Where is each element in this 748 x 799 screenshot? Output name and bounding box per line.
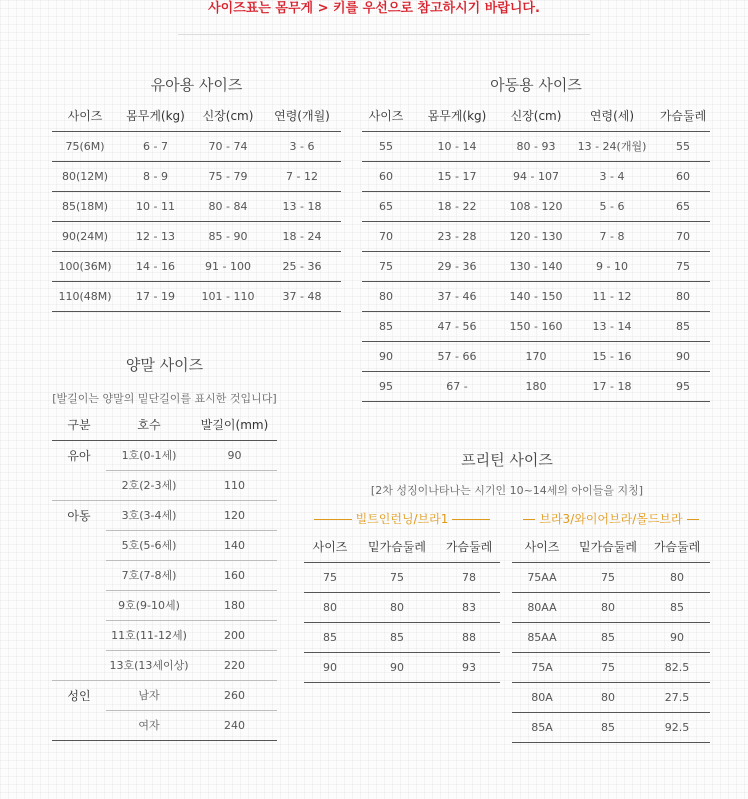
preteen-right-cell: 92.5 — [644, 712, 710, 742]
socks-cell: 180 — [192, 590, 277, 620]
infant-header-cell: 신장(cm) — [193, 101, 263, 131]
socks-cell: 260 — [192, 680, 277, 710]
right-dash — [687, 519, 699, 520]
kids-row — [362, 131, 710, 161]
kids-cell: 70 — [656, 221, 710, 251]
kids-cell: 5 - 6 — [568, 191, 656, 221]
socks-row — [52, 440, 277, 470]
kids-cell: 18 - 22 — [410, 191, 504, 221]
kids-row — [362, 311, 710, 341]
preteen-left-table — [304, 532, 500, 683]
socks-cell: 13호(13세이상) — [106, 650, 192, 680]
preteen-left-subtitle: 빌트인런닝/브라1 — [304, 510, 500, 527]
preteen-left-cell: 85 — [356, 622, 438, 652]
socks-cell: 2호(2-3세) — [106, 470, 192, 500]
kids-header-cell: 가슴둘레 — [656, 101, 710, 131]
socks-cell — [52, 530, 106, 560]
preteen-right-header-cell: 사이즈 — [512, 532, 572, 562]
socks-row — [52, 650, 277, 680]
preteen-right-header-cell: 밑가슴둘레 — [572, 532, 644, 562]
preteen-left-row — [304, 652, 500, 682]
socks-cell: 남자 — [106, 680, 192, 710]
preteen-right-cell: 85AA — [512, 622, 572, 652]
preteen-right-cell: 80 — [572, 682, 644, 712]
preteen-left-cell: 93 — [438, 652, 500, 682]
kids-cell: 60 — [656, 161, 710, 191]
preteen-right-cell: 75 — [572, 652, 644, 682]
kids-cell: 180 — [504, 371, 568, 401]
infant-cell: 80 - 84 — [193, 191, 263, 221]
infant-cell: 90(24M) — [52, 221, 118, 251]
socks-cell: 성인 — [67, 688, 91, 703]
kids-cell: 10 - 14 — [410, 131, 504, 161]
kids-row — [362, 221, 710, 251]
socks-cell — [52, 620, 106, 650]
preteen-left-cell: 90 — [304, 652, 356, 682]
socks-cell: 220 — [192, 650, 277, 680]
preteen-left-cell: 75 — [304, 562, 356, 592]
preteen-left-cell: 75 — [356, 562, 438, 592]
preteen-right-row — [512, 682, 710, 712]
infant-cell: 75 - 79 — [193, 161, 263, 191]
kids-cell: 170 — [504, 341, 568, 371]
kids-cell: 85 — [362, 311, 410, 341]
infant-cell: 17 - 19 — [118, 281, 193, 311]
preteen-left-row — [304, 622, 500, 652]
socks-cell: 유아 — [67, 448, 91, 463]
infant-cell: 18 - 24 — [263, 221, 341, 251]
infant-row — [52, 161, 341, 191]
kids-cell: 90 — [362, 341, 410, 371]
kids-cell: 120 - 130 — [504, 221, 568, 251]
infant-cell: 6 - 7 — [118, 131, 193, 161]
socks-cell: 240 — [192, 710, 277, 740]
socks-cell: 여자 — [106, 710, 192, 740]
kids-row — [362, 281, 710, 311]
kids-cell: 7 - 8 — [568, 221, 656, 251]
socks-cell — [52, 470, 106, 500]
socks-header-row — [52, 410, 277, 440]
preteen-left-cell: 90 — [356, 652, 438, 682]
preteen-left-row — [304, 562, 500, 592]
kids-cell: 140 - 150 — [504, 281, 568, 311]
kids-cell: 37 - 46 — [410, 281, 504, 311]
kids-cell: 15 - 16 — [568, 341, 656, 371]
kids-row — [362, 371, 710, 401]
socks-cell: 3호(3-4세) — [106, 500, 192, 530]
infant-cell: 12 - 13 — [118, 221, 193, 251]
kids-cell: 60 — [362, 161, 410, 191]
infant-header-cell: 몸무게(kg) — [118, 101, 193, 131]
socks-row — [52, 620, 277, 650]
preteen-right-cell: 80 — [572, 592, 644, 622]
socks-row — [52, 530, 277, 560]
kids-cell: 108 - 120 — [504, 191, 568, 221]
kids-cell: 47 - 56 — [410, 311, 504, 341]
infant-cell: 75(6M) — [52, 131, 118, 161]
kids-cell: 95 — [362, 371, 410, 401]
socks-row — [52, 710, 277, 740]
kids-cell: 9 - 10 — [568, 251, 656, 281]
infant-cell: 3 - 6 — [263, 131, 341, 161]
socks-cell: 9호(9-10세) — [106, 590, 192, 620]
preteen-right-cell: 75AA — [512, 562, 572, 592]
preteen-left-header-cell: 사이즈 — [304, 532, 356, 562]
socks-cell: 110 — [192, 470, 277, 500]
left-dash — [314, 519, 352, 520]
preteen-right-cell: 82.5 — [644, 652, 710, 682]
preteen-right-row — [512, 562, 710, 592]
preteen-left-cell: 83 — [438, 592, 500, 622]
kids-size-table — [362, 101, 710, 402]
socks-header-cell: 발길이(mm) — [192, 410, 277, 440]
kids-cell: 55 — [656, 131, 710, 161]
infant-cell: 10 - 11 — [118, 191, 193, 221]
kids-cell: 17 - 18 — [568, 371, 656, 401]
kids-header-cell: 신장(cm) — [504, 101, 568, 131]
infant-header-cell: 사이즈 — [52, 101, 118, 131]
kids-cell: 150 - 160 — [504, 311, 568, 341]
preteen-right-cell: 85 — [572, 712, 644, 742]
socks-cell: 200 — [192, 620, 277, 650]
socks-header-cell: 구분 — [52, 410, 106, 440]
preteen-right-cell: 85 — [644, 592, 710, 622]
preteen-right-row — [512, 622, 710, 652]
socks-size-table — [52, 410, 277, 741]
infant-cell: 85(18M) — [52, 191, 118, 221]
infant-cell: 7 - 12 — [263, 161, 341, 191]
preteen-right-cell: 80 — [644, 562, 710, 592]
socks-cell: 140 — [192, 530, 277, 560]
socks-cell: 120 — [192, 500, 277, 530]
socks-cell: 5호(5-6세) — [106, 530, 192, 560]
preteen-left-header-row — [304, 532, 500, 562]
preteen-left-cell: 78 — [438, 562, 500, 592]
kids-cell: 15 - 17 — [410, 161, 504, 191]
kids-row — [362, 251, 710, 281]
infant-cell: 101 - 110 — [193, 281, 263, 311]
kids-cell: 3 - 4 — [568, 161, 656, 191]
kids-cell: 130 - 140 — [504, 251, 568, 281]
infant-cell: 80(12M) — [52, 161, 118, 191]
socks-cell: 90 — [192, 440, 277, 470]
preteen-right-subtitle: 브라3/와이어브라/몰드브라 — [512, 510, 710, 527]
preteen-size-title: 프리틴 사이즈 — [461, 451, 553, 469]
preteen-left-row — [304, 592, 500, 622]
socks-row — [52, 560, 277, 590]
kids-cell: 65 — [656, 191, 710, 221]
socks-cell: 아동 — [67, 508, 91, 523]
kids-header-cell: 사이즈 — [362, 101, 410, 131]
kids-cell: 95 — [656, 371, 710, 401]
infant-row — [52, 281, 341, 311]
preteen-left-cell: 80 — [356, 592, 438, 622]
preteen-right-row — [512, 652, 710, 682]
kids-cell: 90 — [656, 341, 710, 371]
kids-cell: 85 — [656, 311, 710, 341]
kids-cell: 55 — [362, 131, 410, 161]
socks-cell — [52, 710, 106, 740]
preteen-size-subtitle: [2차 성징이나타나는 시기인 10~14세의 아이들을 지칭] — [370, 484, 644, 497]
socks-cell: 160 — [192, 560, 277, 590]
preteen-right-cell: 90 — [644, 622, 710, 652]
socks-size-title: 양말 사이즈 — [125, 356, 204, 374]
socks-row — [52, 590, 277, 620]
size-chart-notice: 사이즈표는 몸무게 > 키를 우선으로 참고하시기 바랍니다. — [208, 1, 540, 16]
preteen-right-header-row — [512, 532, 710, 562]
preteen-right-cell: 27.5 — [644, 682, 710, 712]
preteen-right-row — [512, 592, 710, 622]
kids-cell: 80 - 93 — [504, 131, 568, 161]
infant-cell: 70 - 74 — [193, 131, 263, 161]
preteen-left-cell: 85 — [304, 622, 356, 652]
socks-cell: 11호(11-12세) — [106, 620, 192, 650]
kids-cell: 11 - 12 — [568, 281, 656, 311]
infant-row — [52, 191, 341, 221]
infant-cell: 25 - 36 — [263, 251, 341, 281]
infant-header-cell: 연령(개월) — [263, 101, 341, 131]
socks-header-cell: 호수 — [106, 410, 192, 440]
preteen-left-cell: 88 — [438, 622, 500, 652]
kids-header-cell: 연령(세) — [568, 101, 656, 131]
socks-row — [52, 680, 277, 710]
kids-cell: 13 - 24(개월) — [568, 131, 656, 161]
kids-cell: 80 — [362, 281, 410, 311]
preteen-right-cell: 75 — [572, 562, 644, 592]
kids-cell: 67 - — [410, 371, 504, 401]
preteen-right-table — [512, 532, 710, 743]
preteen-right-header-cell: 가슴둘레 — [644, 532, 710, 562]
kids-cell: 29 - 36 — [410, 251, 504, 281]
infant-row — [52, 251, 341, 281]
kids-cell: 70 — [362, 221, 410, 251]
infant-cell: 14 - 16 — [118, 251, 193, 281]
top-divider — [178, 34, 590, 35]
infant-header-row — [52, 101, 341, 131]
kids-row — [362, 341, 710, 371]
socks-cell: 7호(7-8세) — [106, 560, 192, 590]
kids-cell: 80 — [656, 281, 710, 311]
preteen-right-row — [512, 712, 710, 742]
right-dash — [452, 519, 490, 520]
kids-row — [362, 191, 710, 221]
kids-cell: 65 — [362, 191, 410, 221]
kids-header-cell: 몸무게(kg) — [410, 101, 504, 131]
infant-cell: 13 - 18 — [263, 191, 341, 221]
kids-size-title: 아동용 사이즈 — [490, 76, 582, 94]
kids-cell: 75 — [656, 251, 710, 281]
kids-cell: 23 - 28 — [410, 221, 504, 251]
infant-cell: 85 - 90 — [193, 221, 263, 251]
preteen-right-cell: 75A — [512, 652, 572, 682]
kids-header-row — [362, 101, 710, 131]
infant-row — [52, 221, 341, 251]
infant-row — [52, 131, 341, 161]
preteen-left-header-cell: 밑가슴둘레 — [356, 532, 438, 562]
kids-cell: 94 - 107 — [504, 161, 568, 191]
kids-cell: 57 - 66 — [410, 341, 504, 371]
infant-cell: 8 - 9 — [118, 161, 193, 191]
socks-cell — [52, 590, 106, 620]
kids-cell: 75 — [362, 251, 410, 281]
socks-cell: 1호(0-1세) — [106, 440, 192, 470]
socks-row — [52, 500, 277, 530]
infant-size-table — [52, 101, 341, 312]
preteen-right-cell: 85A — [512, 712, 572, 742]
left-dash — [523, 519, 535, 520]
kids-row — [362, 161, 710, 191]
socks-row — [52, 470, 277, 500]
socks-cell — [52, 560, 106, 590]
infant-cell: 91 - 100 — [193, 251, 263, 281]
kids-cell: 13 - 14 — [568, 311, 656, 341]
preteen-left-cell: 80 — [304, 592, 356, 622]
socks-size-subtitle: [발길이는 양말의 밑단길이를 표시한 것입니다] — [52, 392, 277, 405]
preteen-right-cell: 80AA — [512, 592, 572, 622]
infant-cell: 37 - 48 — [263, 281, 341, 311]
infant-size-title: 유아용 사이즈 — [150, 76, 243, 94]
preteen-right-cell: 80A — [512, 682, 572, 712]
preteen-left-header-cell: 가슴둘레 — [438, 532, 500, 562]
preteen-right-cell: 85 — [572, 622, 644, 652]
infant-cell: 110(48M) — [52, 281, 118, 311]
socks-cell — [52, 650, 106, 680]
infant-cell: 100(36M) — [52, 251, 118, 281]
